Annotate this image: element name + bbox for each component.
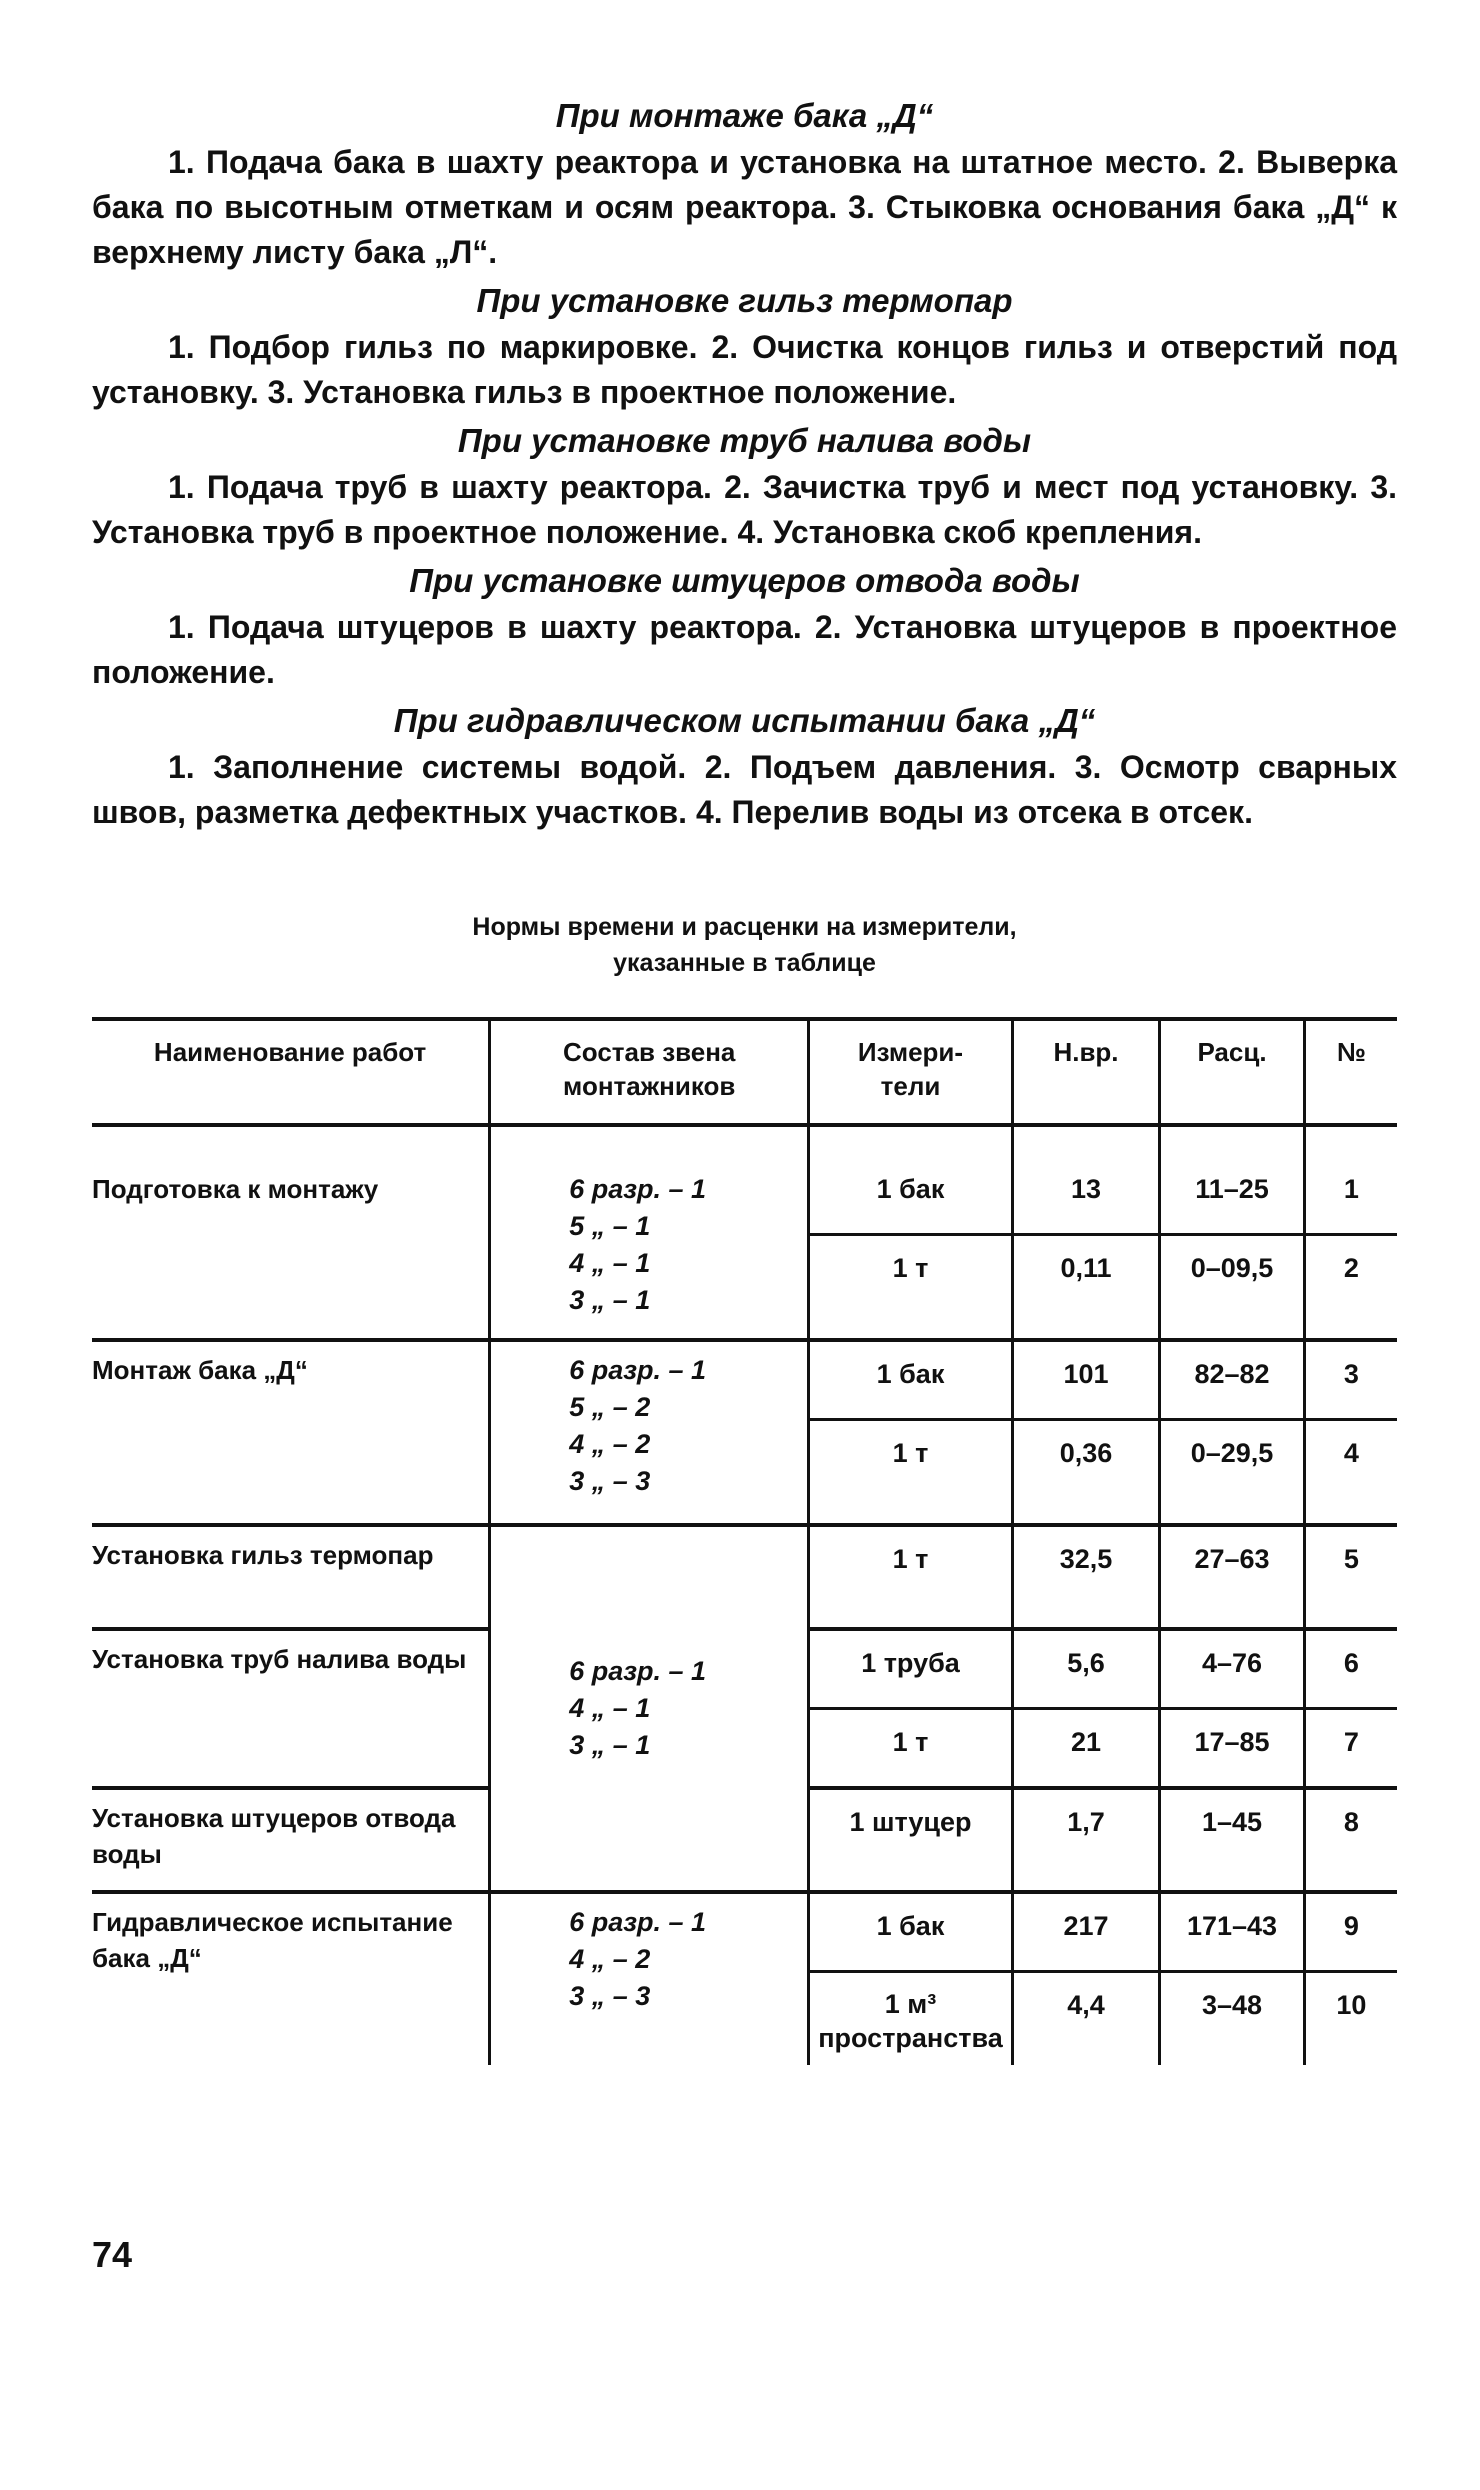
section-title: При гидравлическом испытании бака „Д“ <box>393 702 1096 739</box>
work-name: Установка гильз термопар <box>92 1525 490 1629</box>
norm-cell: 13 <box>1012 1125 1160 1235</box>
unit-cell: 1 бак <box>809 1340 1013 1420</box>
crew-composition: 6 разр. – 1 5 „ – 1 4 „ – 1 3 „ – 1 <box>490 1125 809 1340</box>
norm-cell: 0,11 <box>1012 1235 1160 1341</box>
document-page <box>92 90 1397 2065</box>
crew-composition: 6 разр. – 1 5 „ – 2 4 „ – 2 3 „ – 3 <box>490 1340 809 1525</box>
price-cell: 17–85 <box>1160 1709 1305 1789</box>
work-name: Монтаж бака „Д“ <box>92 1340 490 1525</box>
number-cell: 3 <box>1304 1340 1397 1420</box>
unit-cell: 1 т <box>809 1709 1013 1789</box>
unit-cell: 1 т <box>809 1420 1013 1526</box>
unit-cell: 1 т <box>809 1235 1013 1341</box>
work-name: Установка штуцеров отвода воды <box>92 1788 490 1892</box>
section-text: 1. Подача штуцеров в шахту реактора. 2. Установка штуцеров в проектное положение. <box>92 609 1397 690</box>
section-text: 1. Подача труб в шахту реактора. 2. Зачистка труб и мест под установку. 3. Установка труб в проектное положение. 4. Установка скоб крепления. <box>92 469 1397 550</box>
unit-cell: 1 бак <box>809 1125 1013 1235</box>
section-title: При установке труб налива воды <box>457 422 1032 459</box>
work-name: Гидравлическое испытание бака „Д“ <box>92 1892 490 2065</box>
section-title: При монтаже бака „Д“ <box>555 97 934 134</box>
number-cell: 1 <box>1304 1125 1397 1235</box>
unit-cell: 1 т <box>809 1525 1013 1629</box>
norm-cell: 4,4 <box>1012 1972 1160 2066</box>
unit-cell: 1 труба <box>809 1629 1013 1709</box>
price-cell: 82–82 <box>1160 1340 1305 1420</box>
number-cell: 10 <box>1304 1972 1397 2066</box>
header-price: Расц. <box>1160 1019 1305 1125</box>
price-cell: 0–29,5 <box>1160 1420 1305 1526</box>
norm-cell: 101 <box>1012 1340 1160 1420</box>
table-title-line-1: Нормы времени и расценки на измерители, <box>472 913 1017 941</box>
number-cell: 6 <box>1304 1629 1397 1709</box>
page-number: 74 <box>92 2234 133 2275</box>
number-cell: 9 <box>1304 1892 1397 1972</box>
section-text: 1. Подача бака в шахту реактора и установка на штатное место. 2. Выверка бака по высотным отметкам и осям реактора. 3. Стыковка основания бака „Д“ к верхнему листу бака „Л“. <box>92 144 1397 270</box>
price-cell: 1–45 <box>1160 1788 1305 1892</box>
number-cell: 4 <box>1304 1420 1397 1526</box>
work-name: Установка труб налива воды <box>92 1629 490 1788</box>
number-cell: 7 <box>1304 1709 1397 1789</box>
number-cell: 8 <box>1304 1788 1397 1892</box>
crew-composition: 6 разр. – 1 4 „ – 2 3 „ – 3 <box>490 1892 809 2065</box>
header-name: Наименование работ <box>92 1019 490 1125</box>
header-number: № <box>1304 1019 1397 1125</box>
number-cell: 2 <box>1304 1235 1397 1341</box>
section-title: При установке штуцеров отвода воды <box>409 562 1080 599</box>
table-header-row <box>92 1019 1397 1125</box>
section-text: 1. Подбор гильз по маркировке. 2. Очистка концов гильз и отверстий под установку. 3. Установка гильз в проектное положение. <box>92 329 1397 410</box>
table-title <box>92 909 1397 981</box>
table-title-line-2: указанные в таблице <box>613 949 876 977</box>
norm-cell: 217 <box>1012 1892 1160 1972</box>
unit-cell: 1 м³ пространства <box>809 1972 1013 2066</box>
table-row <box>92 1525 1397 1629</box>
crew-composition: 6 разр. – 1 4 „ – 1 3 „ – 1 <box>490 1525 809 1892</box>
table-row <box>92 1125 1397 1235</box>
price-cell: 0–09,5 <box>1160 1235 1305 1341</box>
section-text: 1. Заполнение системы водой. 2. Подъем давления. 3. Осмотр сварных швов, разметка дефектных участков. 4. Перелив воды из отсека в отсек. <box>92 749 1397 830</box>
price-cell: 3–48 <box>1160 1972 1305 2066</box>
section-title: При установке гильз термопар <box>476 282 1013 319</box>
table-row <box>92 1340 1397 1420</box>
price-cell: 171–43 <box>1160 1892 1305 1972</box>
table-row <box>92 1892 1397 1972</box>
norms-table <box>92 1017 1397 2065</box>
header-norm: Н.вр. <box>1012 1019 1160 1125</box>
work-name: Подготовка к монтажу <box>92 1174 379 1204</box>
header-unit: Измери- тели <box>809 1019 1013 1125</box>
norm-cell: 1,7 <box>1012 1788 1160 1892</box>
unit-cell: 1 бак <box>809 1892 1013 1972</box>
price-cell: 27–63 <box>1160 1525 1305 1629</box>
header-crew: Состав звена монтажников <box>490 1019 809 1125</box>
unit-cell: 1 штуцер <box>809 1788 1013 1892</box>
number-cell: 5 <box>1304 1525 1397 1629</box>
price-cell: 11–25 <box>1160 1125 1305 1235</box>
norm-cell: 5,6 <box>1012 1629 1160 1709</box>
norm-cell: 32,5 <box>1012 1525 1160 1629</box>
price-cell: 4–76 <box>1160 1629 1305 1709</box>
norm-cell: 0,36 <box>1012 1420 1160 1526</box>
norm-cell: 21 <box>1012 1709 1160 1789</box>
